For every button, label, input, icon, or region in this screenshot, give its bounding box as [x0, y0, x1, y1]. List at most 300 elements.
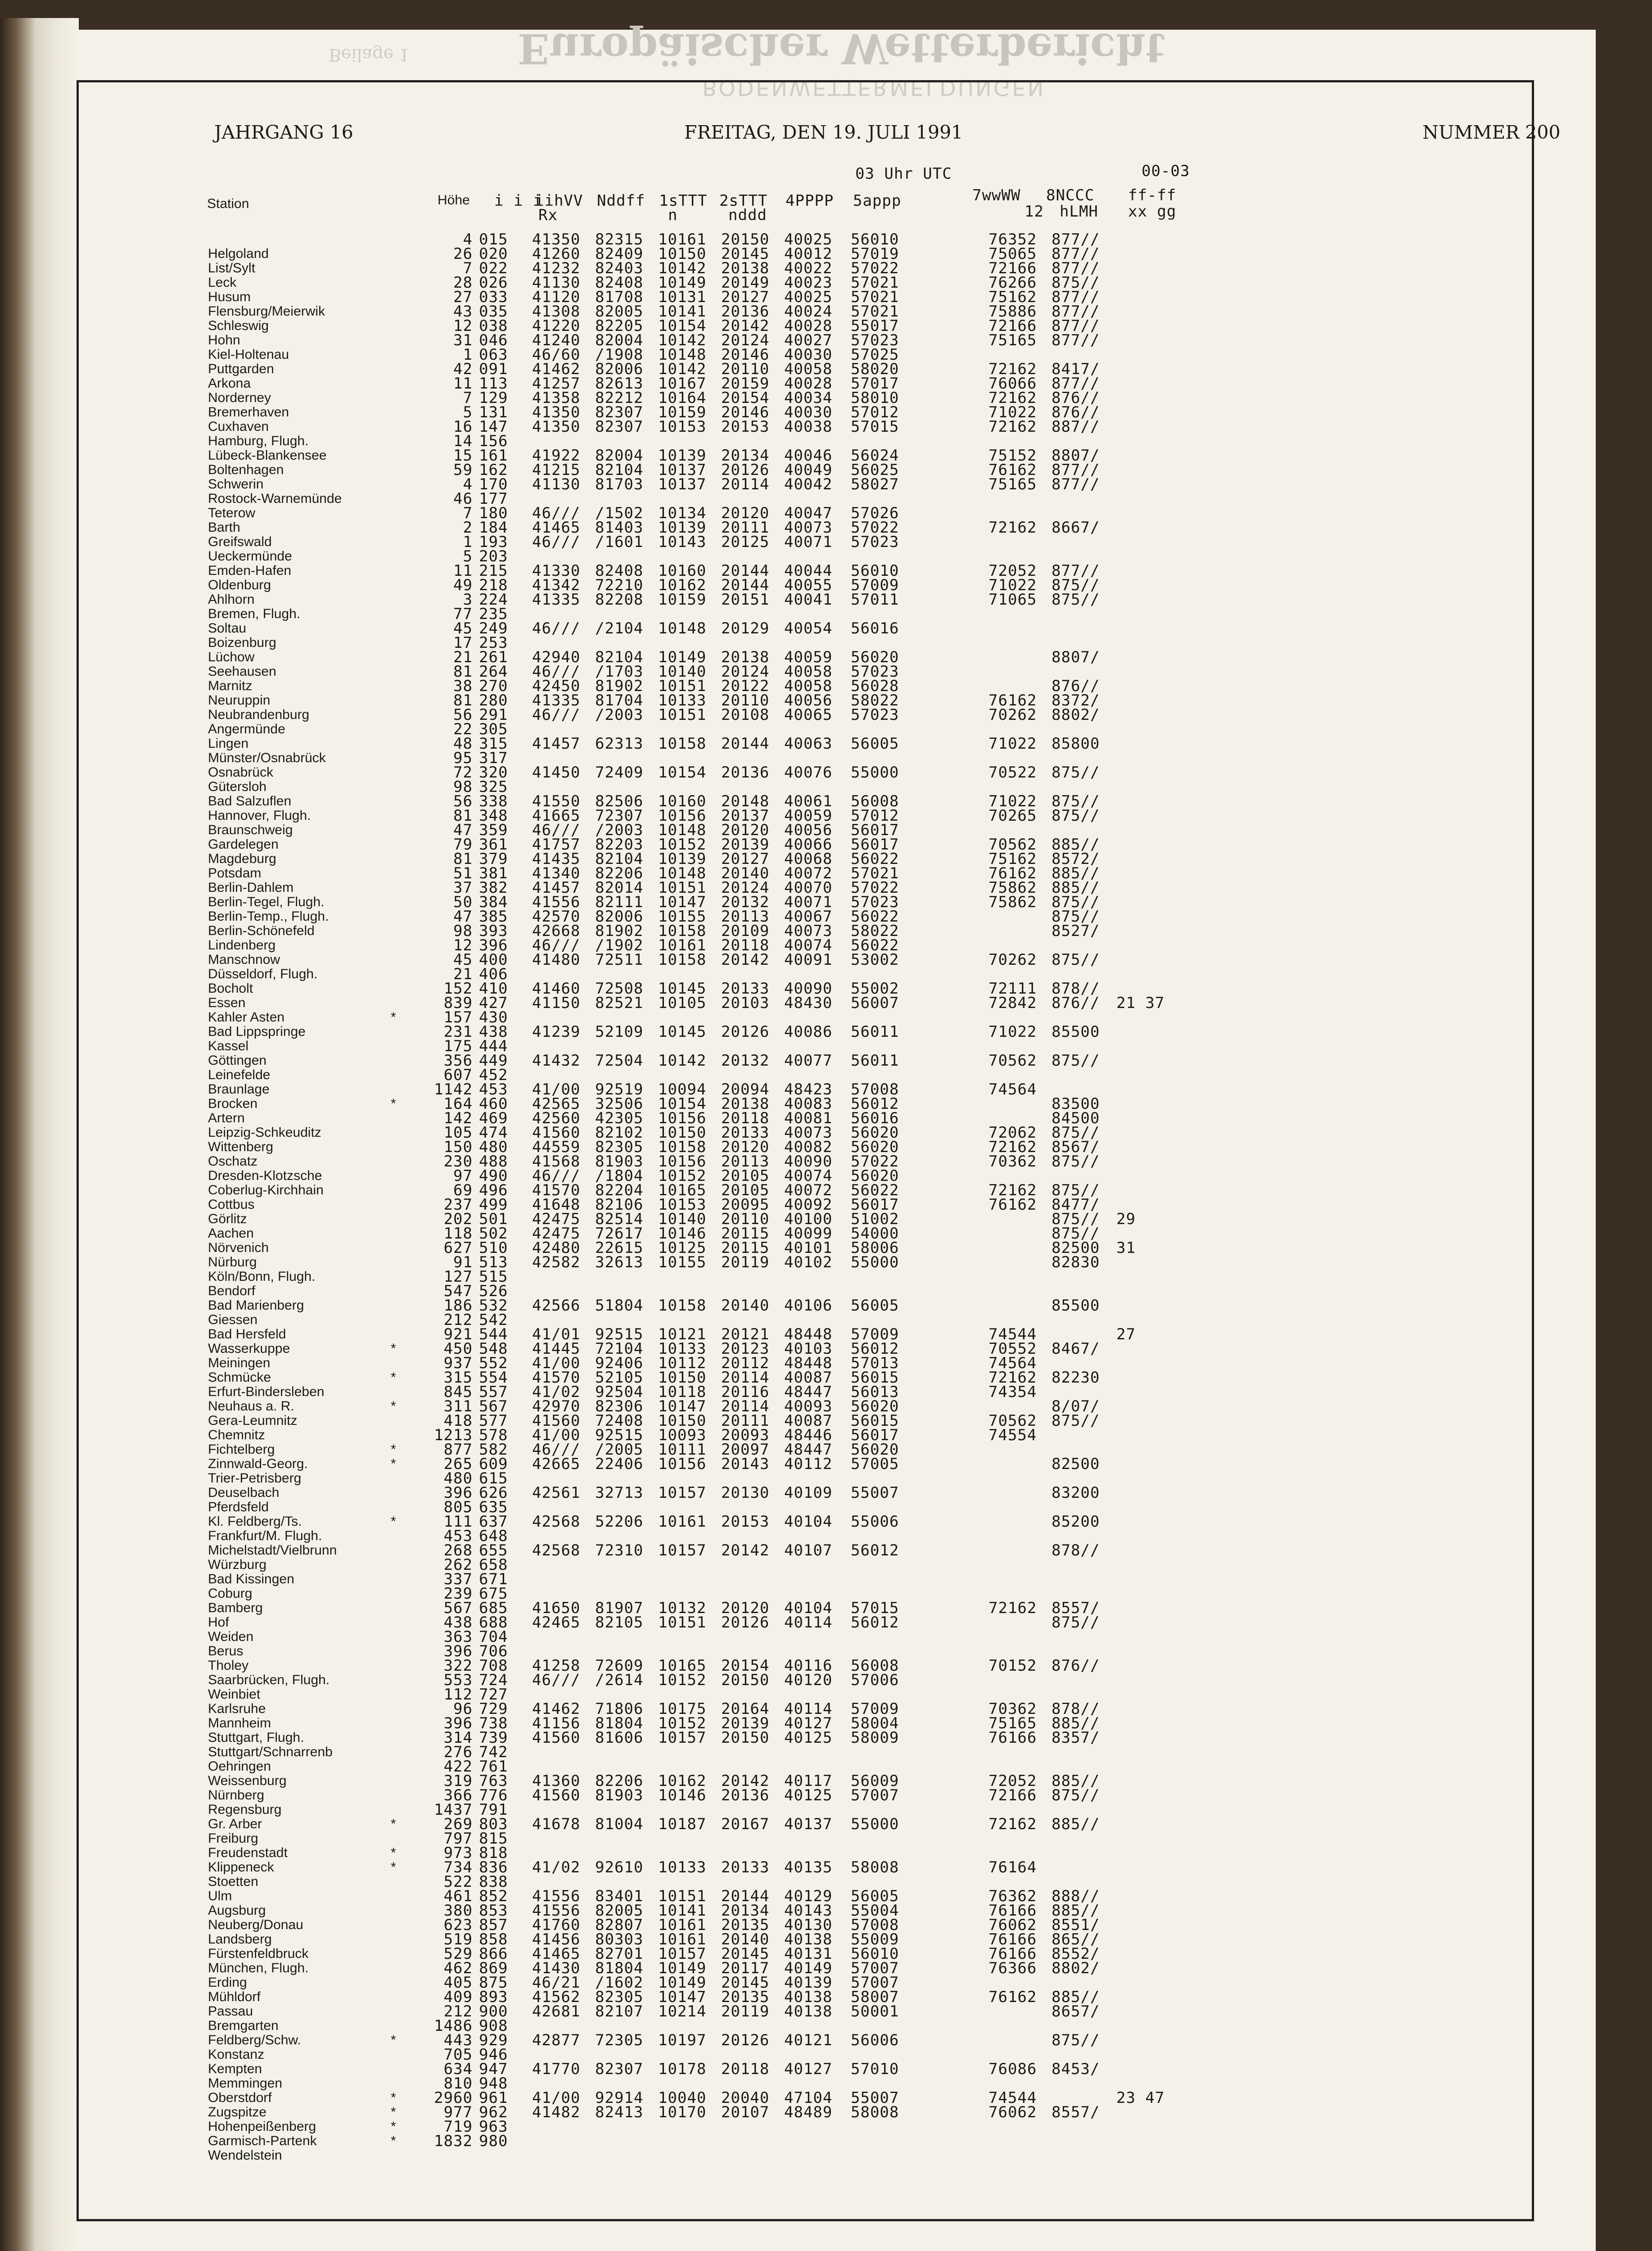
- cell-appp: 57005: [851, 1455, 899, 1473]
- cell-ihvv: 42566: [532, 1297, 581, 1315]
- cell-nddff: 82206: [595, 864, 644, 882]
- cell-appp: 58020: [851, 360, 899, 378]
- cell-iii: 838: [479, 1873, 508, 1891]
- cell-wwww: 75165: [988, 475, 1037, 493]
- cell-sttt1: 10149: [658, 274, 707, 292]
- cell-nddff: 81703: [595, 475, 644, 493]
- cell-iii: 444: [479, 1037, 508, 1055]
- cell-nddff: 82306: [595, 1397, 644, 1415]
- cell-iii: 325: [479, 778, 508, 796]
- cell-hoehe: 51: [453, 864, 473, 882]
- cell-pppp: 40054: [784, 619, 833, 637]
- cell-nccc: 877//: [1052, 245, 1100, 263]
- header-xx-gg: xx gg: [1128, 203, 1177, 221]
- cell-nccc: 875//: [1052, 1181, 1100, 1199]
- cell-pppp: 40081: [784, 1109, 833, 1127]
- cell-ihvv: 41665: [532, 807, 581, 825]
- cell-appp: 55000: [851, 1253, 899, 1271]
- cell-wwww: 70552: [988, 1340, 1037, 1358]
- cell-wwww: 76352: [988, 231, 1037, 249]
- cell-ihvv: 41/02: [532, 1858, 581, 1876]
- cell-nddff: 82408: [595, 562, 644, 580]
- cell-hoehe: 1832: [434, 2132, 473, 2150]
- cell-sttt2: 20136: [721, 303, 770, 321]
- cell-iii: 264: [479, 663, 508, 681]
- cell-station-name: Essen: [208, 995, 246, 1010]
- cell-ihvv: 46///: [532, 936, 581, 954]
- cell-station-name: Coberlug-Kirchhain: [208, 1183, 324, 1198]
- cell-sttt1: 10161: [658, 231, 707, 249]
- cell-hoehe: 175: [443, 1037, 473, 1055]
- cell-wwww: 72052: [988, 1772, 1037, 1790]
- cell-ihvv: 41456: [532, 1930, 581, 1948]
- cell-sttt2: 20137: [721, 807, 770, 825]
- cell-sttt2: 20143: [721, 1455, 770, 1473]
- cell-hoehe: 396: [443, 1642, 473, 1660]
- cell-station-name: Nörvenich: [208, 1240, 269, 1255]
- cell-nccc: 885//: [1052, 1772, 1100, 1790]
- cell-station-name: Oehringen: [208, 1759, 271, 1774]
- cell-ihvv: 41648: [532, 1196, 581, 1214]
- cell-sttt2: 20142: [721, 317, 770, 335]
- cell-ihvv: 41556: [532, 1902, 581, 1920]
- cell-pppp: 40138: [784, 1988, 833, 2006]
- cell-iii: 893: [479, 1988, 508, 2006]
- cell-appp: 57021: [851, 303, 899, 321]
- cell-nccc: 885//: [1052, 1988, 1100, 2006]
- cell-pppp: 40042: [784, 475, 833, 493]
- cell-station-name: Kahler Asten: [208, 1010, 285, 1025]
- cell-nccc: 82500: [1052, 1239, 1100, 1257]
- cell-appp: 57017: [851, 375, 899, 393]
- cell-ihvv: 42568: [532, 1541, 581, 1559]
- cell-appp: 58007: [851, 1988, 899, 2006]
- cell-ihvv: 42560: [532, 1109, 581, 1127]
- cell-ihvv: 41757: [532, 836, 581, 854]
- cell-appp: 57015: [851, 1599, 899, 1617]
- cell-hoehe: 623: [443, 1916, 473, 1934]
- cell-pppp: 40137: [784, 1815, 833, 1833]
- cell-station-name: Bremerhaven: [208, 405, 289, 420]
- cell-hoehe: 356: [443, 1052, 473, 1070]
- cell-hoehe: 480: [443, 1469, 473, 1487]
- cell-nddff: 82004: [595, 447, 644, 465]
- cell-sttt2: 20120: [721, 1599, 770, 1617]
- cell-hoehe: 46: [453, 490, 473, 508]
- cell-sttt2: 20142: [721, 1772, 770, 1790]
- cell-sttt2: 20138: [721, 259, 770, 277]
- cell-nccc: 82500: [1052, 1455, 1100, 1473]
- cell-nddff: 72210: [595, 576, 644, 594]
- cell-pppp: 40138: [784, 2002, 833, 2020]
- jahrgang: JAHRGANG 16: [214, 122, 353, 143]
- cell-wwww: 72162: [988, 1369, 1037, 1387]
- cell-nccc: 875//: [1052, 792, 1100, 810]
- cell-sttt2: 20118: [721, 1109, 770, 1127]
- cell-pppp: 40099: [784, 1225, 833, 1243]
- cell-station-name: Neuberg/Donau: [208, 1917, 303, 1932]
- cell-pppp: 40127: [784, 1714, 833, 1732]
- cell-ihvv: 41260: [532, 245, 581, 263]
- cell-iii: 685: [479, 1599, 508, 1617]
- cell-sttt1: 10160: [658, 562, 707, 580]
- cell-station-name: Marnitz: [208, 678, 253, 693]
- cell-sttt1: 10146: [658, 1225, 707, 1243]
- cell-nddff: 82403: [595, 259, 644, 277]
- header-1sttt: 1sTTT: [659, 192, 708, 210]
- cell-ffgg: 27: [1116, 1325, 1136, 1343]
- cell-station-mark: *: [391, 2133, 396, 2148]
- cell-sttt1: 10111: [658, 1441, 707, 1459]
- cell-hoehe: 12: [453, 317, 473, 335]
- cell-iii: 382: [479, 879, 508, 897]
- cell-iii: 270: [479, 677, 508, 695]
- cell-appp: 56012: [851, 1095, 899, 1113]
- cell-ihvv: 41308: [532, 303, 581, 321]
- cell-iii: 578: [479, 1426, 508, 1444]
- book-spine: [0, 18, 79, 2251]
- cell-iii: 020: [479, 245, 508, 263]
- cell-wwww: 76162: [988, 692, 1037, 710]
- cell-appp: 55002: [851, 980, 899, 998]
- cell-nddff: /1602: [595, 1974, 644, 1992]
- cell-nccc: 83500: [1052, 1095, 1100, 1113]
- cell-hoehe: 937: [443, 1354, 473, 1372]
- cell-wwww: 74544: [988, 2089, 1037, 2107]
- cell-station-mark: *: [391, 1845, 396, 1860]
- cell-ihvv: 41156: [532, 1714, 581, 1732]
- cell-station-mark: *: [391, 2033, 396, 2048]
- cell-hoehe: 22: [453, 720, 473, 738]
- cell-nddff: 92515: [595, 1325, 644, 1343]
- cell-sttt2: 20132: [721, 1052, 770, 1070]
- cell-pppp: 40139: [784, 1974, 833, 1992]
- cell-pppp: 48448: [784, 1325, 833, 1343]
- cell-hoehe: 4: [463, 231, 473, 249]
- cell-iii: 515: [479, 1268, 508, 1286]
- cell-sttt1: 10112: [658, 1354, 707, 1372]
- cell-wwww: 76162: [988, 1988, 1037, 2006]
- cell-sttt1: 10157: [658, 1945, 707, 1963]
- cell-iii: 671: [479, 1570, 508, 1588]
- cell-appp: 57023: [851, 706, 899, 724]
- cell-sttt1: 10158: [658, 1297, 707, 1315]
- cell-ihvv: 46///: [532, 619, 581, 637]
- cell-nccc: 876//: [1052, 1657, 1100, 1675]
- cell-pppp: 40129: [784, 1887, 833, 1905]
- cell-iii: 480: [479, 1138, 508, 1156]
- cell-iii: 544: [479, 1325, 508, 1343]
- cell-nccc: 865//: [1052, 1930, 1100, 1948]
- cell-sttt2: 20153: [721, 1513, 770, 1531]
- cell-sttt1: 10147: [658, 1397, 707, 1415]
- cell-appp: 57023: [851, 663, 899, 681]
- cell-wwww: 76162: [988, 1196, 1037, 1214]
- header-00-03: 00-03: [1142, 162, 1190, 180]
- cell-station-name: Berlin-Schönefeld: [208, 923, 315, 938]
- cell-sttt1: 10157: [658, 1729, 707, 1747]
- cell-pppp: 40030: [784, 403, 833, 421]
- cell-sttt2: 20151: [721, 591, 770, 609]
- cell-hoehe: 98: [453, 778, 473, 796]
- cell-station-name: Erding: [208, 1975, 247, 1990]
- cell-nccc: 878//: [1052, 1700, 1100, 1718]
- cell-station-name: Weiden: [208, 1629, 254, 1644]
- cell-nddff: 72409: [595, 764, 644, 782]
- cell-wwww: 72162: [988, 360, 1037, 378]
- cell-sttt1: 10142: [658, 259, 707, 277]
- cell-ihvv: 41215: [532, 461, 581, 479]
- cell-nccc: 875//: [1052, 1124, 1100, 1142]
- cell-appp: 56010: [851, 562, 899, 580]
- cell-station-name: Neuruppin: [208, 693, 271, 708]
- cell-iii: 410: [479, 980, 508, 998]
- cell-nddff: 72408: [595, 1412, 644, 1430]
- cell-sttt2: 20126: [721, 461, 770, 479]
- cell-station-name: Kl. Feldberg/Ts.: [208, 1514, 302, 1529]
- cell-station-name: Brocken: [208, 1096, 258, 1111]
- cell-ihvv: 41358: [532, 389, 581, 407]
- cell-wwww: 75162: [988, 288, 1037, 306]
- header-2sttt: 2sTTT: [719, 192, 768, 210]
- cell-sttt1: 10139: [658, 850, 707, 868]
- cell-station-name: Neubrandenburg: [208, 707, 310, 722]
- cell-ihvv: 42480: [532, 1239, 581, 1257]
- cell-sttt2: 20142: [721, 1541, 770, 1559]
- cell-sttt2: 20139: [721, 1714, 770, 1732]
- cell-hoehe: 2960: [434, 2089, 473, 2107]
- cell-iii: 852: [479, 1887, 508, 1905]
- cell-nddff: 52206: [595, 1513, 644, 1531]
- cell-iii: 791: [479, 1801, 508, 1819]
- cell-ihvv: 41/01: [532, 1325, 581, 1343]
- cell-station-name: Mannheim: [208, 1716, 271, 1731]
- cell-station-name: Bad Marienberg: [208, 1298, 304, 1313]
- cell-station-name: Gera-Leumnitz: [208, 1413, 298, 1428]
- cell-sttt2: 20159: [721, 375, 770, 393]
- cell-iii: 548: [479, 1340, 508, 1358]
- cell-ihvv: 46/21: [532, 1974, 581, 1992]
- cell-sttt1: 10153: [658, 1196, 707, 1214]
- cell-sttt1: 10159: [658, 403, 707, 421]
- cell-ihvv: 46///: [532, 1671, 581, 1689]
- cell-appp: 57007: [851, 1974, 899, 1992]
- cell-station-name: Ahlhorn: [208, 592, 255, 607]
- cell-sttt1: 10142: [658, 360, 707, 378]
- cell-sttt1: 10155: [658, 1253, 707, 1271]
- cell-nccc: 875//: [1052, 591, 1100, 609]
- cell-pppp: 40101: [784, 1239, 833, 1257]
- cell-station-name: Gütersloh: [208, 779, 267, 794]
- cell-iii: 742: [479, 1743, 508, 1761]
- cell-wwww: 71022: [988, 792, 1037, 810]
- cell-sttt1: 10162: [658, 1772, 707, 1790]
- cell-station-name: Oldenburg: [208, 578, 271, 592]
- cell-station-name: Bad Kissingen: [208, 1572, 294, 1587]
- cell-nccc: 878//: [1052, 1541, 1100, 1559]
- cell-nccc: 875//: [1052, 1225, 1100, 1243]
- cell-appp: 57007: [851, 1959, 899, 1977]
- cell-sttt1: 10157: [658, 1541, 707, 1559]
- cell-appp: 55007: [851, 1484, 899, 1502]
- cell-ihvv: 46///: [532, 504, 581, 522]
- cell-wwww: 76062: [988, 1916, 1037, 1934]
- cell-sttt1: 10161: [658, 1930, 707, 1948]
- cell-station-name: München, Flugh.: [208, 1961, 309, 1975]
- bleed-through-title: Europäischer Wetterbericht: [518, 24, 1165, 73]
- cell-hoehe: 112: [443, 1686, 473, 1704]
- cell-ihvv: 41462: [532, 1700, 581, 1718]
- cell-station-mark: *: [391, 1514, 396, 1529]
- cell-nddff: 82315: [595, 231, 644, 249]
- cell-iii: 315: [479, 735, 508, 753]
- cell-station-name: Ulm: [208, 1889, 232, 1903]
- cell-pppp: 40063: [784, 735, 833, 753]
- cell-nddff: 72104: [595, 1340, 644, 1358]
- cell-sttt1: 10094: [658, 1080, 707, 1098]
- cell-ihvv: 41220: [532, 317, 581, 335]
- cell-iii: 929: [479, 2031, 508, 2049]
- cell-appp: 56015: [851, 1369, 899, 1387]
- cell-hoehe: 95: [453, 749, 473, 767]
- header-4pppp: 4PPPP: [785, 192, 834, 210]
- cell-sttt2: 20150: [721, 1729, 770, 1747]
- cell-nccc: 875//: [1052, 807, 1100, 825]
- cell-station-name: Oberstdorf: [208, 2090, 272, 2105]
- cell-iii: 963: [479, 2118, 508, 2136]
- cell-sttt2: 20150: [721, 231, 770, 249]
- cell-pppp: 40025: [784, 288, 833, 306]
- cell-nccc: 887//: [1052, 418, 1100, 436]
- cell-pppp: 40143: [784, 1902, 833, 1920]
- cell-appp: 58027: [851, 475, 899, 493]
- cell-ihvv: 41462: [532, 360, 581, 378]
- cell-ihvv: 41/00: [532, 1354, 581, 1372]
- cell-station-name: Hof: [208, 1615, 229, 1630]
- cell-pppp: 40071: [784, 893, 833, 911]
- cell-station-name: Leck: [208, 275, 237, 290]
- cell-station-name: Zinnwald-Georg.: [208, 1456, 308, 1471]
- cell-iii: 393: [479, 922, 508, 940]
- cell-pppp: 40093: [784, 1397, 833, 1415]
- cell-appp: 50001: [851, 2002, 899, 2020]
- cell-ihvv: 46///: [532, 663, 581, 681]
- cell-hoehe: 212: [443, 2002, 473, 2020]
- cell-iii: 113: [479, 375, 508, 393]
- cell-appp: 56017: [851, 1426, 899, 1444]
- cell-nddff: 72310: [595, 1541, 644, 1559]
- cell-station-name: Weinbiet: [208, 1687, 261, 1702]
- cell-iii: 427: [479, 994, 508, 1012]
- cell-appp: 57022: [851, 1153, 899, 1171]
- cell-nccc: 8/07/: [1052, 1397, 1100, 1415]
- cell-station-name: Feldberg/Schw.: [208, 2033, 301, 2048]
- cell-sttt1: 10158: [658, 1138, 707, 1156]
- cell-sttt2: 20119: [721, 2002, 770, 2020]
- cell-station-name: Schwerin: [208, 477, 264, 492]
- cell-ihvv: 41430: [532, 1959, 581, 1977]
- cell-sttt1: 10150: [658, 1369, 707, 1387]
- cell-nddff: 51804: [595, 1297, 644, 1315]
- cell-iii: 738: [479, 1714, 508, 1732]
- cell-appp: 56016: [851, 619, 899, 637]
- cell-hoehe: 97: [453, 1167, 473, 1185]
- cell-pppp: 48430: [784, 994, 833, 1012]
- cell-ihvv: 41432: [532, 1052, 581, 1070]
- cell-station-name: Regensburg: [208, 1802, 282, 1817]
- cell-station-name: Potsdam: [208, 866, 262, 881]
- cell-hoehe: 973: [443, 1844, 473, 1862]
- cell-appp: 56012: [851, 1340, 899, 1358]
- cell-station-name: Artern: [208, 1111, 245, 1126]
- cell-sttt1: 10141: [658, 303, 707, 321]
- cell-nddff: 80303: [595, 1930, 644, 1948]
- cell-iii: 858: [479, 1930, 508, 1948]
- cell-iii: 502: [479, 1225, 508, 1243]
- cell-appp: 55006: [851, 1513, 899, 1531]
- cell-nccc: 8372/: [1052, 692, 1100, 710]
- cell-nddff: /1804: [595, 1167, 644, 1185]
- cell-nccc: 885//: [1052, 879, 1100, 897]
- cell-hoehe: 77: [453, 605, 473, 623]
- cell-ihvv: 42665: [532, 1455, 581, 1473]
- cell-station-mark: *: [391, 1442, 396, 1457]
- cell-sttt2: 20120: [721, 821, 770, 839]
- cell-nccc: 875//: [1052, 908, 1100, 926]
- cell-sttt2: 20138: [721, 1095, 770, 1113]
- cell-iii: 961: [479, 2089, 508, 2107]
- cell-iii: 035: [479, 303, 508, 321]
- cell-pppp: 40058: [784, 360, 833, 378]
- cell-hoehe: 2: [463, 519, 473, 537]
- cell-pppp: 40112: [784, 1455, 833, 1473]
- cell-nddff: 82204: [595, 1181, 644, 1199]
- cell-sttt2: 20145: [721, 245, 770, 263]
- cell-ihvv: 41435: [532, 850, 581, 868]
- cell-hoehe: 1142: [434, 1080, 473, 1098]
- cell-appp: 57006: [851, 1671, 899, 1689]
- cell-ihvv: 41150: [532, 994, 581, 1012]
- cell-iii: 162: [479, 461, 508, 479]
- cell-nddff: 83401: [595, 1887, 644, 1905]
- cell-appp: 56020: [851, 1138, 899, 1156]
- cell-iii: 453: [479, 1080, 508, 1098]
- cell-nddff: 81907: [595, 1599, 644, 1617]
- cell-ihvv: 42877: [532, 2031, 581, 2049]
- cell-ihvv: 42475: [532, 1225, 581, 1243]
- cell-station-name: Saarbrücken, Flugh.: [208, 1672, 330, 1687]
- cell-ihvv: 41342: [532, 576, 581, 594]
- cell-nddff: 72609: [595, 1657, 644, 1675]
- cell-station-name: Bamberg: [208, 1600, 263, 1615]
- cell-station-name: Greifswald: [208, 534, 272, 549]
- cell-appp: 57023: [851, 533, 899, 551]
- cell-iii: 637: [479, 1513, 508, 1531]
- cell-sttt1: 10118: [658, 1383, 707, 1401]
- cell-nddff: 32613: [595, 1253, 644, 1271]
- cell-sttt2: 20135: [721, 1916, 770, 1934]
- cell-iii: 526: [479, 1282, 508, 1300]
- cell-pppp: 40034: [784, 389, 833, 407]
- cell-iii: 224: [479, 591, 508, 609]
- cell-iii: 430: [479, 1008, 508, 1026]
- cell-pppp: 40083: [784, 1095, 833, 1113]
- cell-pppp: 40074: [784, 936, 833, 954]
- cell-ihvv: 41258: [532, 1657, 581, 1675]
- cell-sttt1: 10152: [658, 1714, 707, 1732]
- cell-iii: 513: [479, 1253, 508, 1271]
- cell-sttt2: 20113: [721, 1153, 770, 1171]
